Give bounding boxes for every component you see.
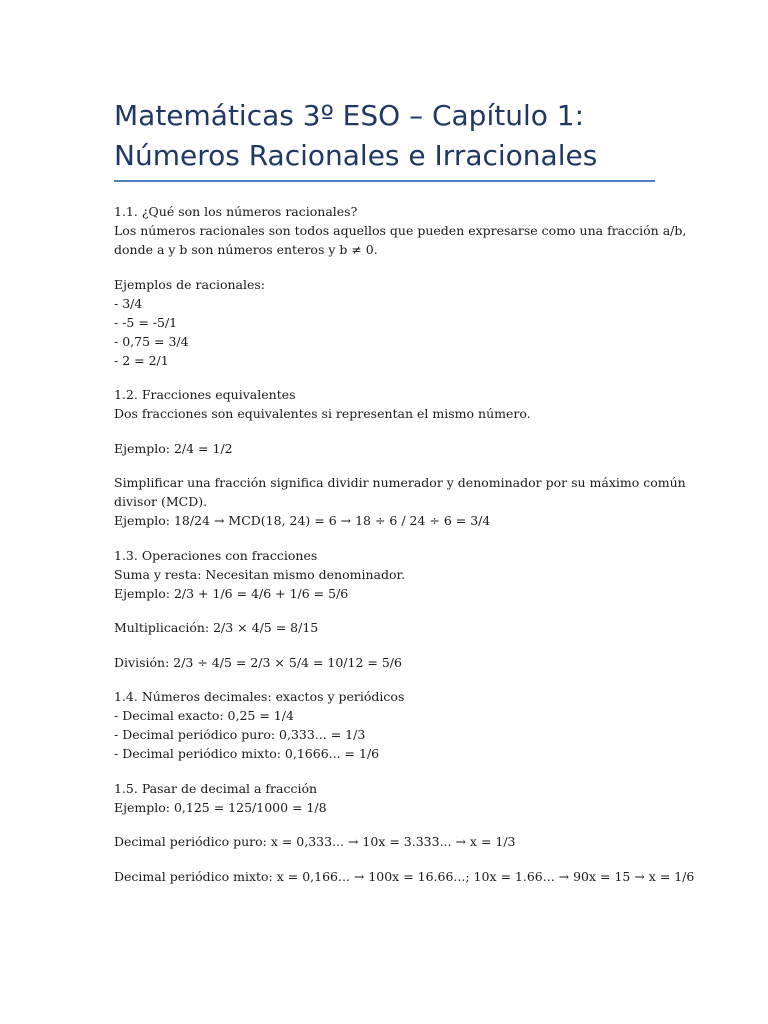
text-line: - Decimal periódico mixto: 0,1666... = 1/6 <box>114 746 380 761</box>
text-line: 1.5. Pasar de decimal a fracción <box>114 780 318 796</box>
title-line-2: Números Racionales e Irracionales <box>114 139 598 172</box>
text-line: Ejemplo: 18/24 → MCD(18, 24) = 6 → 18 ÷ 6 / 24 ÷ 6 = 3/4 <box>114 513 491 528</box>
text-line: División: 2/3 ÷ 4/5 = 2/3 × 5/4 = 10/12 = 5/6 <box>114 654 402 670</box>
paragraph <box>114 618 655 637</box>
paragraph <box>114 779 655 817</box>
paragraph <box>114 275 655 370</box>
paragraph <box>114 439 655 458</box>
text-line: 1.4. Números decimales: exactos y periódicos <box>114 689 405 704</box>
text-line: Ejemplo: 2/4 = 1/2 <box>114 440 233 456</box>
text-line: Simplificar una fracción significa dividir numerador y denominador por su máximo común <box>114 475 686 490</box>
paragraph <box>114 546 655 603</box>
text-line: - Decimal exacto: 0,25 = 1/4 <box>114 708 294 723</box>
paragraph <box>114 687 655 763</box>
document-body <box>114 202 695 886</box>
text-line: 1.3. Operaciones con fracciones <box>114 547 318 563</box>
text-line: - 2 = 2/1 <box>114 352 169 368</box>
paragraph <box>114 473 686 530</box>
text-line: - 0,75 = 3/4 <box>114 333 189 349</box>
document-page <box>114 96 695 901</box>
text-line: 1.1. ¿Qué son los números racionales? <box>114 204 358 219</box>
text-line: - Decimal periódico puro: 0,333... = 1/3 <box>114 727 366 742</box>
text-line: Ejemplos de racionales: <box>114 276 266 292</box>
title-underline <box>114 180 655 182</box>
paragraph <box>114 202 687 259</box>
text-line: Los números racionales son todos aquellos que pueden expresarse como una fracción a/b, <box>114 223 687 238</box>
title-line-1: Matemáticas 3º ESO – Capítulo 1: <box>114 99 585 132</box>
text-line: - -5 = -5/1 <box>114 314 178 330</box>
text-line: Suma y resta: Necesitan mismo denominador. <box>114 566 406 582</box>
paragraph <box>114 653 655 672</box>
paragraph <box>114 385 655 423</box>
text-line: - 3/4 <box>114 295 143 311</box>
text-line: donde a y b son números enteros y b ≠ 0. <box>114 242 378 257</box>
page-title <box>114 96 655 176</box>
paragraph <box>114 867 695 886</box>
text-line: Decimal periódico puro: x = 0,333... → 10x = 3.333... → x = 1/3 <box>114 834 516 849</box>
text-line: Multiplicación: 2/3 × 4/5 = 8/15 <box>114 620 319 635</box>
text-line: 1.2. Fracciones equivalentes <box>114 387 296 402</box>
paragraph <box>114 832 655 851</box>
text-line: Ejemplo: 2/3 + 1/6 = 4/6 + 1/6 = 5/6 <box>114 585 349 601</box>
text-line: Decimal periódico mixto: x = 0,166... → 100x = 16.66...; 10x = 1.66... → 90x = 15 → x = 1/6 <box>114 868 695 884</box>
text-line: Dos fracciones son equivalentes si representan el mismo número. <box>114 406 531 421</box>
text-line: Ejemplo: 0,125 = 125/1000 = 1/8 <box>114 799 327 815</box>
text-line: divisor (MCD). <box>114 494 208 509</box>
